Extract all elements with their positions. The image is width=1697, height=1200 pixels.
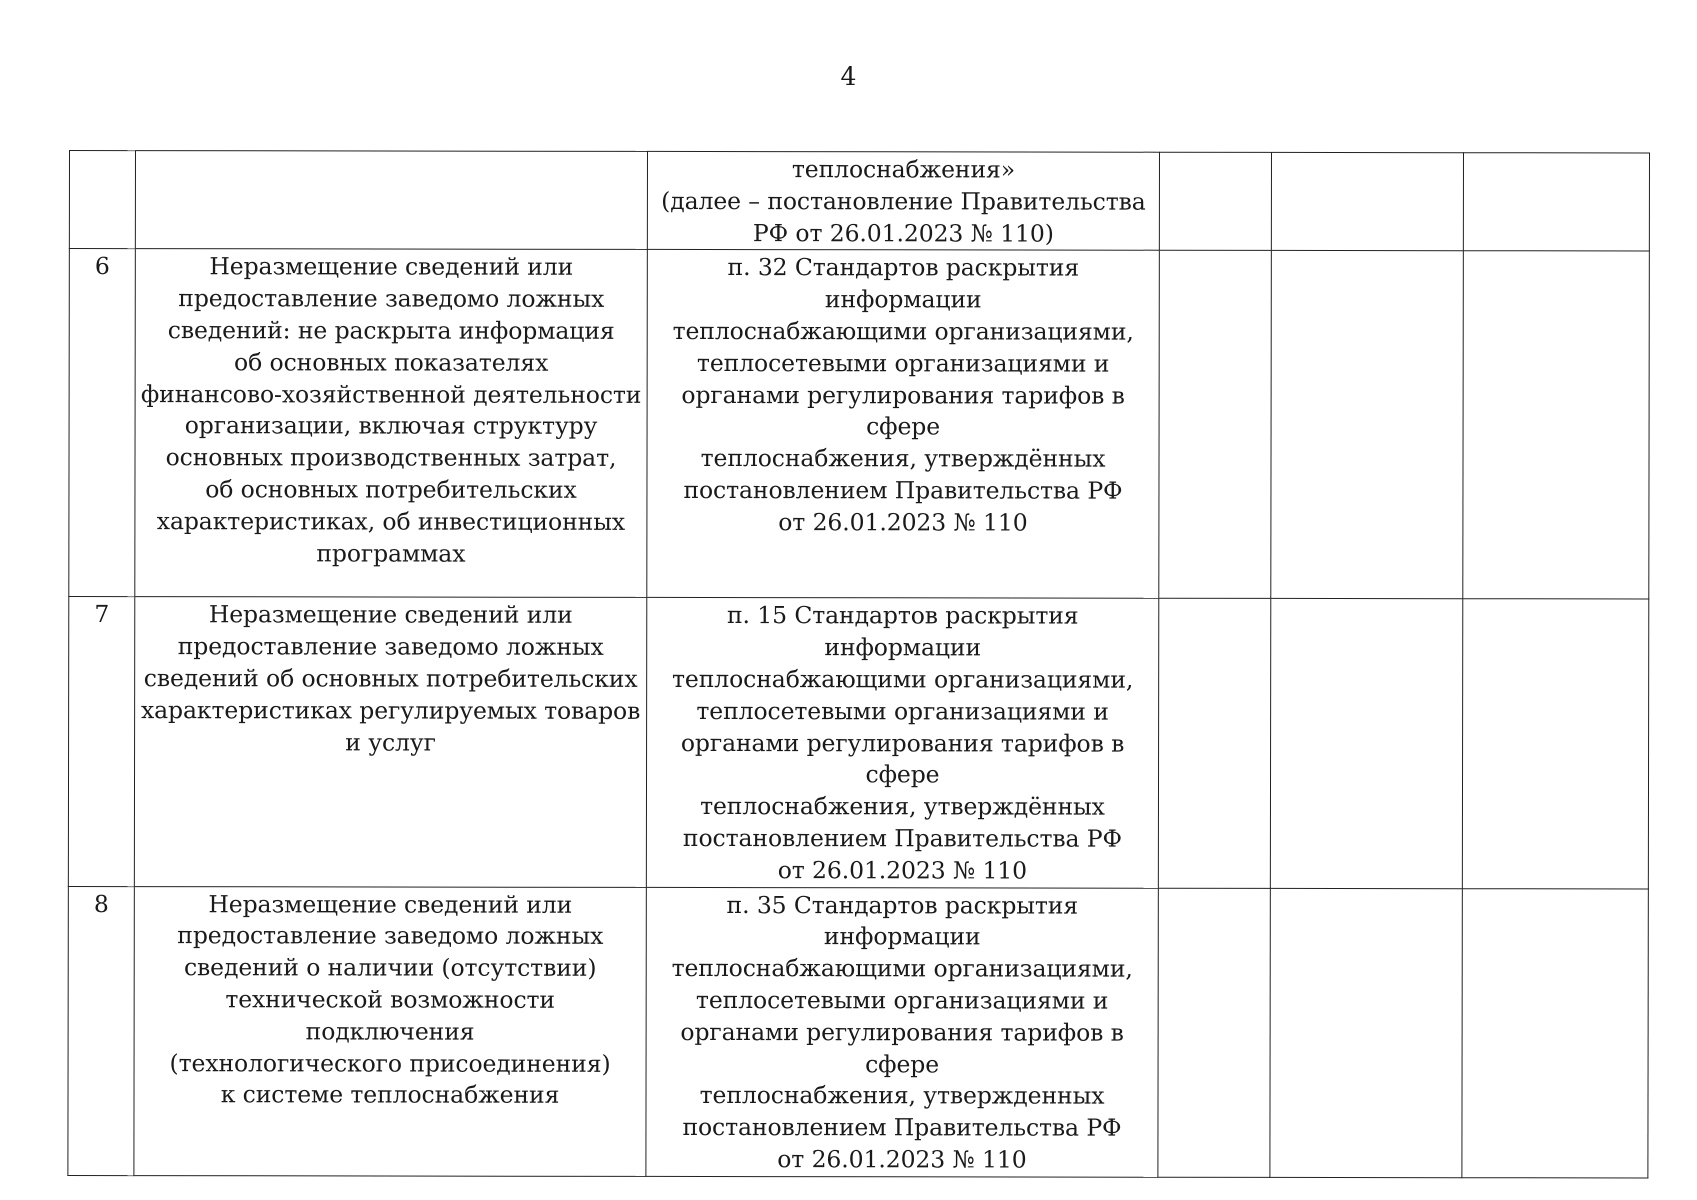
cell-empty-2 [1270, 888, 1462, 1177]
cell-row-number: 7 [68, 597, 134, 886]
cell-empty-3 [1462, 888, 1648, 1177]
page-number: 4 [840, 62, 857, 91]
cell-violation [135, 151, 647, 250]
cell-empty-2 [1271, 251, 1464, 599]
table-row [68, 886, 1648, 1178]
cell-row-number [69, 151, 135, 249]
cell-legal-reference: п. 32 Стандартов раскрытия информации теплоснабжающими организациями, теплосетевыми организациями и органами регулирования тарифов в сфере теплоснабжения, утверждённых постановлением Правительства РФ от 26.01.2023 № 110 [647, 250, 1160, 599]
table-row [68, 597, 1648, 889]
table-row [69, 249, 1650, 599]
cell-violation: Неразмещение сведений или предоставление заведомо ложных сведений об основных потребительских характеристиках регулируемых товаров и услуг [134, 597, 646, 887]
table-row-continuation [69, 151, 1649, 252]
cell-empty-1 [1158, 888, 1270, 1177]
cell-empty-3 [1463, 153, 1649, 252]
cell-empty-3 [1462, 599, 1648, 888]
cell-violation: Неразмещение сведений или предоставление заведомо ложных сведений о наличии (отсутствии) технической возможности подключения (технологического присоединения) к системе теплоснабжения [134, 886, 646, 1176]
cell-row-number: 6 [69, 249, 136, 597]
cell-empty-1 [1159, 152, 1271, 251]
requirements-table [67, 150, 1650, 1178]
cell-empty-1 [1159, 251, 1272, 599]
cell-legal-reference: п. 35 Стандартов раскрытия информации теплоснабжающими организациями, теплосетевыми организациями и органами регулирования тарифов в сфере теплоснабжения, утвержденных постановлением Правительства РФ от 26.01.2023 № 110 [646, 887, 1158, 1177]
cell-row-number: 8 [68, 886, 134, 1175]
cell-empty-2 [1271, 152, 1463, 251]
cell-legal-reference: теплоснабжения» (далее – постановление Правительства РФ от 26.01.2023 № 110) [647, 151, 1159, 250]
cell-empty-1 [1158, 599, 1270, 888]
cell-violation: Неразмещение сведений или предоставление заведомо ложных сведений: не раскрыта информация об основных показателях финансово-хозяйственной деятельности организации, включая структуру основных производственных затрат, об основных потребительских характеристиках, об инвестиционных программах [135, 249, 648, 598]
cell-empty-3 [1463, 251, 1650, 599]
cell-empty-2 [1270, 599, 1462, 888]
cell-legal-reference: п. 15 Стандартов раскрытия информации теплоснабжающими организациями, теплосетевыми организациями и органами регулирования тарифов в сфере теплоснабжения, утверждённых постановлением Правительства РФ от 26.01.2023 № 110 [646, 598, 1158, 888]
